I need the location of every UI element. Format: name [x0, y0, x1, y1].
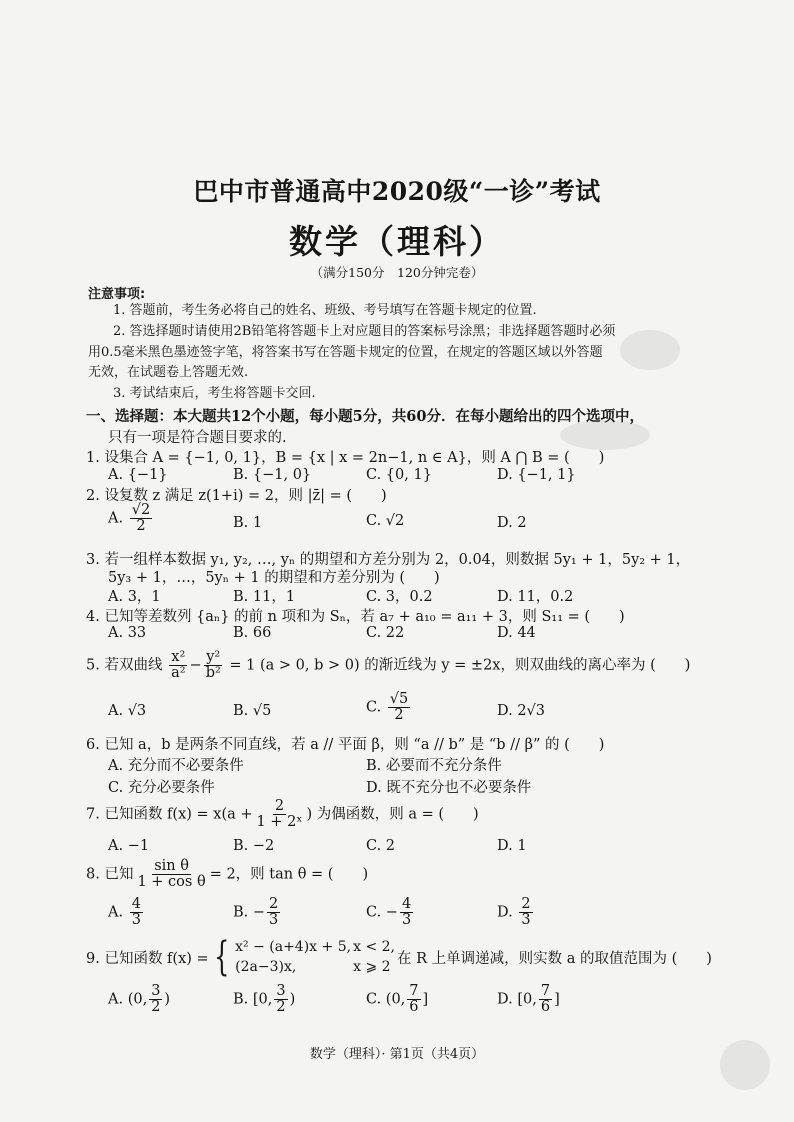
notice-line: 3. 考试结束后，考生将答题卡交回.: [113, 386, 316, 401]
numerator: 4: [131, 896, 141, 912]
numerator: 2: [269, 896, 279, 912]
q6-option-a: A. 充分而不必要条件: [108, 758, 244, 774]
fraction: [388, 692, 410, 723]
question-4-stem: 4. 已知等差数列 {aₙ} 的前 n 项和为 Sₙ，若 a₇ + a₁₀ = a₁₁ + 3，则 S₁₁ = ( ): [86, 609, 625, 625]
q3-option-b: B. 11，1: [233, 589, 296, 605]
q4-option-c: C. 22: [366, 625, 405, 641]
option-letter: C. (0,: [366, 991, 406, 1008]
denominator: 6: [409, 999, 419, 1016]
notice-line: 2. 答选择题时请使用2B铅笔将答题卡上对应题目的答案标号涂黑；非选择题答题时必须: [113, 324, 616, 339]
fraction: [130, 503, 152, 534]
numerator: y²: [206, 649, 221, 665]
option-letter: A.: [108, 510, 124, 527]
q2-option-d: D. 2: [497, 515, 527, 531]
option-letter: D.: [497, 904, 513, 921]
q5-option-a: A. √3: [108, 703, 147, 719]
stem-text: 在 R 上单调递减，则实数 a 的取值范围为 ( ): [397, 950, 712, 967]
fraction: [539, 984, 552, 1015]
q4-option-b: B. 66: [233, 625, 272, 641]
q7-option-b: B. −2: [233, 838, 275, 854]
section-heading-cont: 只有一项是符合题目要求的.: [108, 430, 287, 446]
denominator: 2: [394, 707, 404, 724]
numerator: √2: [131, 502, 151, 518]
q8-option-c: [366, 897, 415, 928]
piecewise-rows: [235, 937, 395, 977]
stem-text: = 1 (a > 0, b > 0) 的渐近线为 y = ±2x，则双曲线的离心率为 ( ): [229, 657, 691, 674]
numerator: 2: [274, 798, 285, 814]
question-5-stem: [86, 650, 690, 681]
q5-option-d: D. 2√3: [497, 703, 546, 719]
question-7-stem: [86, 799, 479, 830]
q9-option-d: [497, 984, 560, 1015]
q6-option-d: D. 既不充分也不必要条件: [366, 780, 532, 796]
q5-option-b: B. √5: [233, 703, 272, 719]
numerator: √5: [389, 691, 409, 707]
q1-option-a: A. {−1}: [108, 467, 168, 483]
denominator: b²: [205, 665, 221, 682]
question-8-stem: [86, 859, 368, 890]
notice-line: 无效，在试题卷上答题无效.: [88, 365, 249, 380]
numerator: 7: [540, 983, 551, 999]
stem-text: 9. 已知函数 f(x) =: [86, 950, 209, 967]
option-letter: C.: [366, 699, 382, 716]
stem-text: 7. 已知函数 f(x) = x(a +: [86, 806, 253, 823]
section-heading: 一、选择题：本大题共12个小题，每小题5分，共60分．在每小题给出的四个选项中，: [86, 408, 644, 425]
q6-option-c: C. 充分必要条件: [108, 780, 215, 796]
numerator: 7: [409, 983, 419, 999]
option-letter: C. −: [366, 904, 398, 921]
fraction: [407, 984, 420, 1015]
numerator: sin θ: [154, 858, 189, 874]
fraction: [267, 897, 280, 928]
numerator: 2: [521, 896, 531, 912]
denominator: 1 + 2ˣ: [256, 814, 303, 831]
brace-symbol: {: [213, 934, 230, 980]
q3-option-c: C. 3，0.2: [366, 589, 433, 605]
q1-option-c: C. {0, 1}: [366, 467, 432, 483]
q4-option-d: D. 44: [497, 625, 536, 641]
denominator: 2: [276, 999, 286, 1016]
scan-artifact: [620, 330, 680, 370]
denominator: 3: [269, 912, 279, 929]
exam-title: 巴中市普通高中2020级“一诊”考试: [193, 177, 601, 206]
option-letter: B. −: [233, 904, 266, 921]
question-9-stem: [86, 934, 712, 980]
notice-heading: 注意事项:: [88, 287, 146, 302]
fraction: [169, 650, 187, 681]
q7-option-c: C. 2: [366, 838, 396, 854]
piece-expr: (2a−3)x,: [235, 959, 297, 975]
numerator: 3: [276, 983, 286, 999]
closing-bracket: ): [289, 991, 296, 1008]
numerator: x²: [171, 649, 186, 665]
q2-option-b: B. 1: [233, 515, 263, 531]
fraction: [149, 984, 162, 1015]
q3-option-d: D. 11，0.2: [497, 589, 574, 605]
fraction: [135, 859, 207, 890]
denominator: 3: [131, 912, 141, 929]
score-note: （满分150分 120分钟完卷）: [310, 265, 484, 280]
q7-option-d: D. 1: [497, 838, 527, 854]
q1-option-d: D. {−1, 1}: [497, 467, 576, 483]
q8-option-b: [233, 897, 282, 928]
closing-bracket: ): [164, 991, 171, 1008]
numerator: 3: [151, 983, 161, 999]
question-3-stem: 3. 若一组样本数据 y₁, y₂, …, yₙ 的期望和方差分别为 2，0.04，则数据 5y₁ + 1，5y₂ + 1，: [86, 552, 691, 568]
numerator: 4: [401, 896, 412, 912]
denominator: 3: [521, 912, 531, 929]
closing-bracket: ]: [422, 991, 429, 1008]
option-letter: A. (0,: [108, 991, 148, 1008]
denominator: 2: [136, 518, 146, 535]
denominator: a²: [171, 665, 186, 682]
q2-option-a: [108, 503, 154, 534]
piecewise-row: [235, 957, 395, 977]
fraction: [519, 897, 532, 928]
piecewise-row: [235, 937, 395, 957]
question-3-stem-cont: 5y₃ + 1，…，5yₙ + 1 的期望和方差分别为 ( ): [108, 570, 440, 586]
denominator: 1 + cos θ: [137, 874, 206, 891]
page-footer: 数学（理科）· 第1页（共4页）: [309, 1047, 485, 1062]
q3-option-a: A. 3，1: [108, 589, 161, 605]
fraction: [274, 984, 287, 1015]
denominator: 6: [540, 999, 551, 1016]
q9-option-c: [366, 984, 428, 1015]
piecewise-function: [209, 934, 396, 980]
piece-cond: x < 2,: [353, 939, 396, 955]
option-letter: B. [0,: [233, 991, 273, 1008]
closing-bracket: ]: [554, 991, 560, 1008]
subject-title: 数学（理科）: [289, 222, 505, 261]
stem-text: = 2，则 tan θ = ( ): [209, 866, 369, 883]
fraction: [204, 650, 223, 681]
q8-option-d: [497, 897, 535, 928]
fraction: [130, 897, 143, 928]
q2-option-c: C. √2: [366, 513, 405, 529]
question-6-stem: 6. 已知 a，b 是两条不同直线，若 a // 平面 β，则 “a // b” 是 “b // β” 的 ( ): [86, 737, 605, 753]
fraction: [255, 799, 305, 830]
question-1-stem: 1. 设集合 A = {−1, 0, 1}，B = {x | x = 2n−1, n ∈ A}，则 A ⋂ B = ( ): [86, 450, 605, 466]
notice-line: 用0.5毫米黑色墨迹签字笔，将答案书写在答题卡规定的位置，在规定的答题区域以外答题: [88, 345, 603, 360]
q4-option-a: A. 33: [108, 625, 147, 641]
stem-text: ) 为偶函数，则 a = ( ): [306, 806, 479, 823]
q8-option-a: [108, 897, 145, 928]
option-letter: D. [0,: [497, 991, 537, 1008]
denominator: 2: [151, 999, 161, 1016]
option-letter: A.: [108, 904, 124, 921]
q5-option-c: [366, 692, 412, 723]
stem-text: 5. 若双曲线: [86, 657, 163, 674]
piece-cond: x ⩾ 2: [353, 959, 391, 975]
notice-line: 1. 答题前，考生务必将自己的姓名、班级、考号填写在答题卡规定的位置.: [113, 303, 537, 318]
minus-sign: −: [189, 657, 202, 674]
piece-expr: x² − (a+4)x + 5,: [235, 939, 352, 955]
denominator: 3: [401, 912, 412, 929]
stem-text: 8. 已知: [86, 866, 134, 883]
q9-option-a: [108, 984, 170, 1015]
q9-option-b: [233, 984, 295, 1015]
q7-option-a: A. −1: [108, 838, 150, 854]
q6-option-b: B. 必要而不充分条件: [366, 758, 502, 774]
q1-option-b: B. {−1, 0}: [233, 467, 312, 483]
question-2-stem: 2. 设复数 z 满足 z(1+i) = 2，则 |z̄| = ( ): [86, 488, 387, 504]
fraction: [400, 897, 413, 928]
